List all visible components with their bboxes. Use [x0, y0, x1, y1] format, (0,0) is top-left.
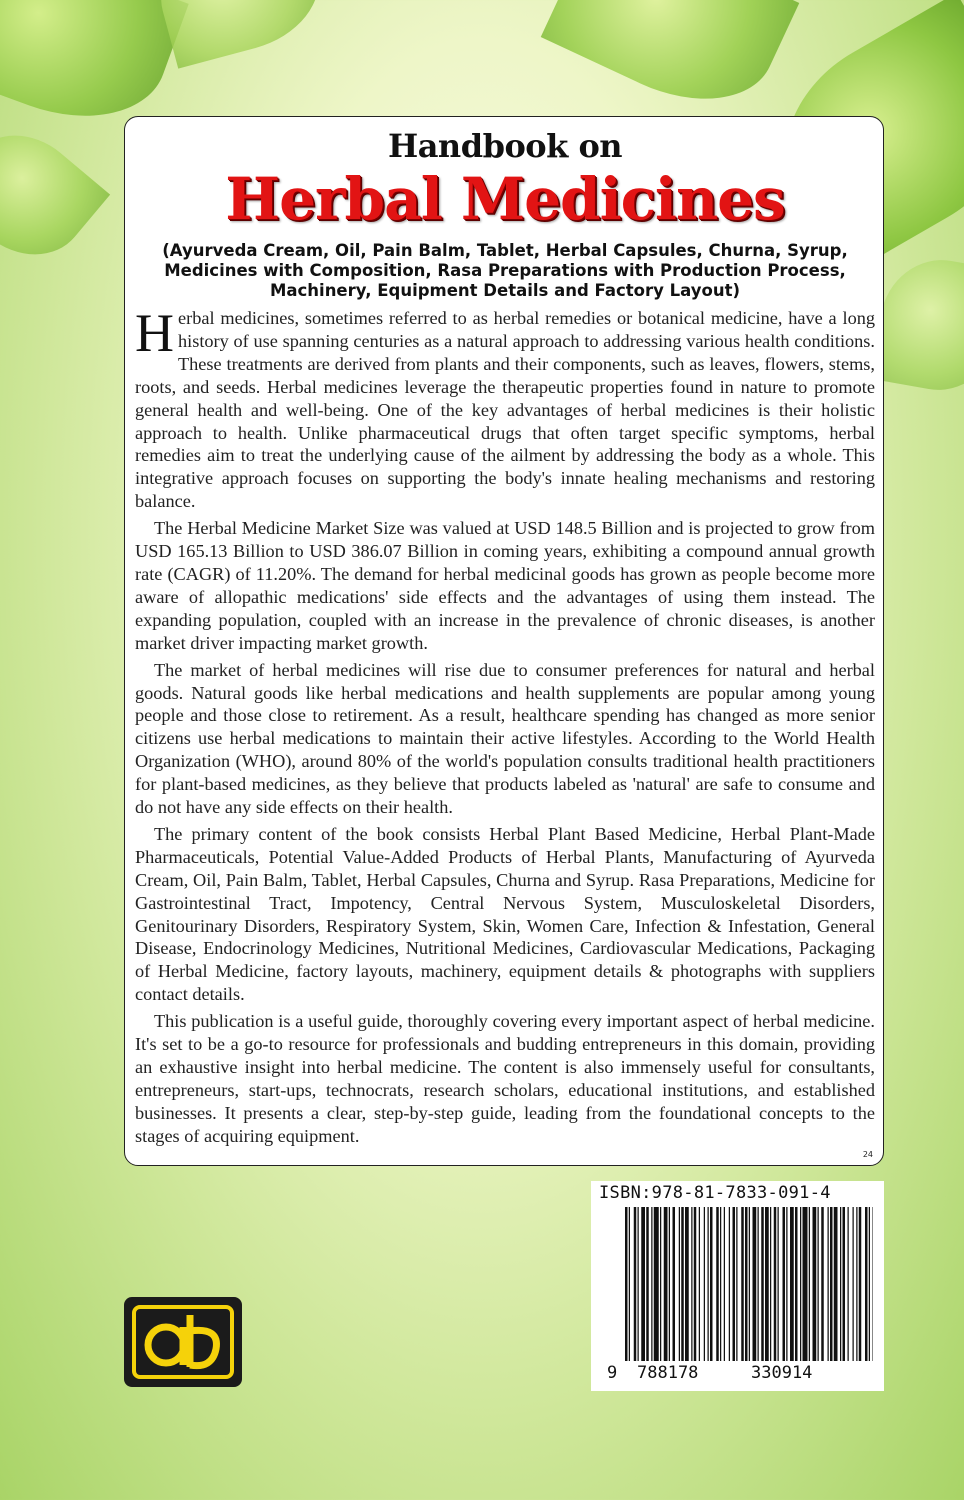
- page-number: 24: [862, 1150, 873, 1159]
- barcode-bar: [840, 1207, 841, 1365]
- barcode-bar: [681, 1207, 684, 1365]
- barcode-bar: [699, 1207, 700, 1365]
- title-line-2: Herbal Medicines: [225, 165, 785, 233]
- barcode-bar: [729, 1207, 730, 1365]
- barcode-bar: [790, 1207, 794, 1365]
- isbn-digits: [591, 1361, 884, 1385]
- barcode-bar: [685, 1207, 689, 1365]
- barcode-bar: [654, 1207, 659, 1365]
- barcode-bar: [710, 1207, 713, 1365]
- barcode-bar: [673, 1207, 676, 1365]
- paragraph-1-text: erbal medicines, sometimes referred to as herbal remedies or botanical medicine, have a long history of use spanning centuries as a natural approach to addressing various health conditions. These treatments are derived from plants and their components, such as leaves, flowers, stems, roots, and seeds. Herbal medicines leverage the therapeutic properties found in nature to promote general health and well-being. One of the key advantages of herbal medicines is their holistic approach to health. Unlike pharmaceutical drugs that often target specific symptoms, herbal remedies aim to treat the underlying cause of the ailment by addressing the body as a whole. This integrative approach focuses on supporting the body's innate healing mechanisms and restoring balance.: [135, 308, 875, 512]
- leaf-decoration: [541, 0, 800, 130]
- paragraph-5: This publication is a useful guide, thoroughly covering every important aspect of herbal medicine. It's set to be a go-to resource for professionals and budding entrepreneurs in this domain, providing an exhaustive insight into herbal medicine. The content is also immensely useful for consultants, entrepreneurs, start-ups, technocrats, research scholars, educational institutions, and established businesses. It presents a clear, step-by-step guide, leading from the foundational concepts to the stages of acquiring equipment.: [135, 1011, 875, 1146]
- barcode-bar: [694, 1207, 697, 1365]
- barcode-bar: [795, 1207, 798, 1365]
- barcode-bar: [758, 1207, 759, 1365]
- paragraph-4: The primary content of the book consists Herbal Plant Based Medicine, Herbal Plant-Made Pharmaceuticals, Potential Value-Added Products of Herbal Plants, Manufacturing of Ayurveda Cream, Oil, Pain Balm, Tablet, Herbal Capsules, Churna and Syrup. Rasa Preparations, Medicine for Gastrointestinal Tract, Impotency, Central Nervous System, Musculoskeletal Disorders, Genitourinary Disorders, Respiratory System, Skin, Women Care, Infection & Infestation, General Disease, Endocrinology Medicines, Nutritional Medicines, Cardiovascular Medications, Packaging of Herbal Medicine, factory layouts, machinery, equipment details & photographs with suppliers contact details.: [135, 823, 875, 1005]
- leaf-decoration: [147, 0, 333, 69]
- isbn-label: ISBN:978-81-7833-091-4: [599, 1183, 831, 1203]
- isbn-digits-group-2: 330914: [751, 1363, 813, 1383]
- barcode-bar: [869, 1207, 870, 1379]
- barcode-bar: [859, 1207, 862, 1365]
- barcode-bar: [778, 1207, 779, 1365]
- publisher-logo: [124, 1297, 242, 1387]
- barcode-bar: [745, 1207, 748, 1379]
- description-panel: [124, 116, 884, 1166]
- paragraph-1: [135, 303, 875, 513]
- barcode-bar: [679, 1207, 680, 1365]
- barcode-bar: [765, 1207, 769, 1365]
- barcode-bar: [736, 1207, 737, 1365]
- barcode-bar: [818, 1207, 819, 1365]
- description-body: [135, 303, 875, 1152]
- barcode-bar: [803, 1207, 808, 1365]
- barcode-bar: [873, 1207, 874, 1379]
- drop-cap: H: [135, 303, 174, 363]
- barcode-bar: [761, 1207, 764, 1365]
- barcode-bar: [646, 1207, 649, 1365]
- barcode-bar: [634, 1207, 637, 1365]
- title-line-1: Handbook on: [387, 127, 623, 165]
- barcode-bar: [770, 1207, 771, 1365]
- barcode-bar: [774, 1207, 777, 1365]
- barcode-bar: [821, 1207, 824, 1365]
- paragraph-2: The Herbal Medicine Market Size was valued at USD 148.5 Billion and is projected to grow from USD 165.13 Billion to USD 386.07 Billion in coming years, exhibiting a compound annual growth rate (CAGR) of 11.20%. The demand for herbal medicinal goods has grown as people become more aware of allopathic medications' side effects and the advantages of using them instead. The expanding population, coupled with an increase in the prevalence of chronic diseases, is another market driver impacting market growth.: [135, 518, 875, 653]
- barcode-bar: [834, 1207, 838, 1365]
- barcode-bar: [669, 1207, 670, 1365]
- barcode-bar: [708, 1207, 709, 1365]
- barcode: [625, 1207, 873, 1379]
- publisher-logo-mark: [136, 1309, 230, 1375]
- barcode-bar: [641, 1207, 645, 1365]
- paragraph-3: The market of herbal medicines will rise due to consumer preferences for natural and herbal goods. Natural goods like herbal medications and health supplements are popular among young people and those close to retirement. As a result, healthcare spending has changed as more senior citizens use herbal medications to maintain their active lifestyles. According to the World Health Organization (WHO), around 80% of the world's population consults traditional health practitioners for plant-based medicines, as they believe that products labeled as 'natural' are safe to consume and do not have any side effects on their health.: [135, 659, 875, 818]
- barcode-bar: [664, 1207, 668, 1365]
- barcode-bar: [724, 1207, 725, 1365]
- barcode-bar: [638, 1207, 639, 1365]
- barcode-bar: [741, 1207, 744, 1365]
- isbn-digit-first: 9: [607, 1363, 618, 1383]
- barcode-bar: [691, 1207, 692, 1365]
- barcode-bar: [800, 1207, 801, 1365]
- barcode-bar: [856, 1207, 857, 1365]
- barcode-bar: [783, 1207, 786, 1365]
- barcode-bar: [629, 1207, 630, 1379]
- barcode-bar: [786, 1207, 787, 1365]
- isbn-digits-group-1: 788178: [637, 1363, 699, 1383]
- barcode-bar: [625, 1207, 628, 1379]
- subtitle: (Ayurveda Cream, Oil, Pain Balm, Tablet, Herbal Capsules, Churna, Syrup, Medicines with Composition, Rasa Preparations with Production Process, Machinery, Equipment Details and Factory Layout): [162, 241, 848, 300]
- barcode-bar: [720, 1207, 721, 1365]
- publisher-logo-frame: [132, 1305, 234, 1379]
- barcode-bar: [813, 1207, 817, 1365]
- leaf-decoration: [0, 111, 110, 279]
- barcode-bar: [853, 1207, 854, 1365]
- barcode-bar: [865, 1207, 868, 1365]
- barcode-bar: [749, 1207, 750, 1379]
- barcode-bar: [848, 1207, 849, 1365]
- barcode-bar: [753, 1207, 757, 1379]
- barcode-bar: [716, 1207, 719, 1365]
- barcode-bar: [828, 1207, 829, 1365]
- barcode-bar: [660, 1207, 661, 1365]
- barcode-bar: [651, 1207, 652, 1365]
- barcode-bar: [830, 1207, 833, 1365]
- barcode-bar: [704, 1207, 705, 1365]
- barcode-bar: [733, 1207, 736, 1365]
- barcode-bar: [809, 1207, 810, 1365]
- isbn-barcode-block: [591, 1181, 884, 1391]
- barcode-bar: [843, 1207, 846, 1365]
